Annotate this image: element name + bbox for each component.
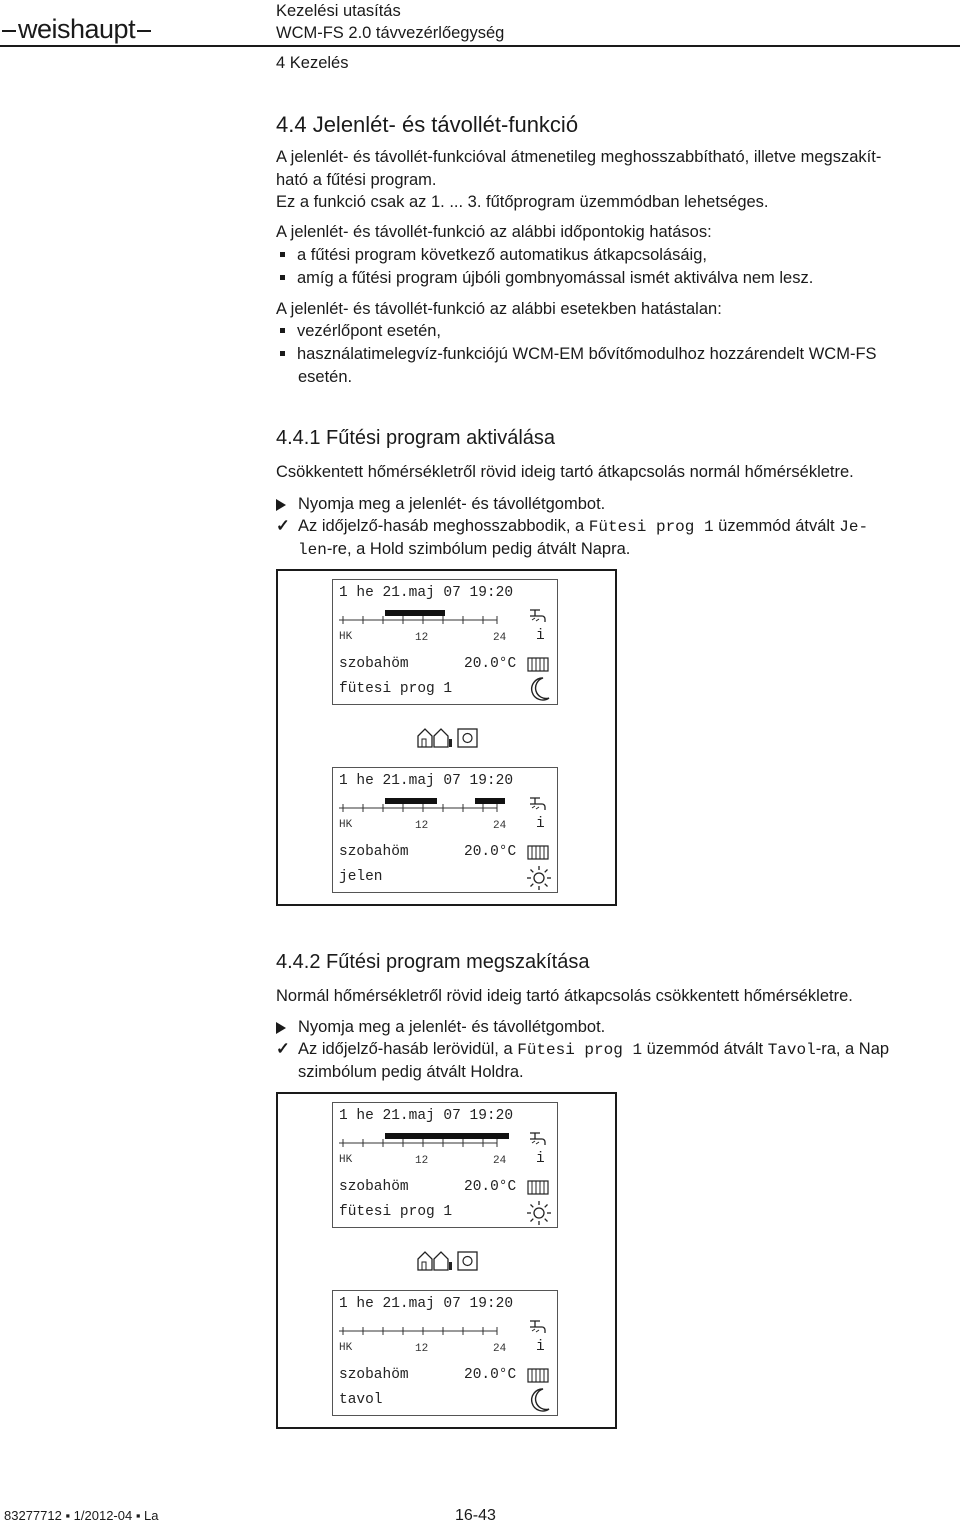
step-arrow-icon [276, 499, 286, 511]
lcd-hk-label: HK [339, 819, 353, 831]
subsection-title-interrupt: 4.4.2 Fűtési program megszakítása [276, 951, 590, 973]
lcd-temperature: 20.0°C [464, 1367, 517, 1383]
doc-title: Kezelési utasítás [276, 2, 401, 20]
presence-absence-button-icons [416, 1249, 482, 1273]
lcd-room-label: szobahöm [339, 656, 409, 672]
hot-water-tap-icon [527, 1318, 549, 1336]
radiator-icon [527, 1366, 549, 1384]
lcd-status-line: 1 he 21.maj 07 19:20 [339, 773, 514, 789]
lcd-tick-24: 24 [493, 1343, 507, 1355]
ineffective-intro: A jelenlét- és távollét-funkció az alábbi esetekben hatástalan: [276, 300, 722, 318]
presence-absence-button-icons [416, 726, 482, 750]
list-item: amíg a fűtési program újbóli gombnyomással ismét aktiválva nem lesz. [276, 267, 813, 290]
hot-water-tap-icon [527, 1130, 549, 1148]
section-title: 4.4 Jelenlét- és távollét-funkció [276, 112, 579, 137]
lcd-tick-12: 12 [415, 820, 429, 832]
bullet-icon [280, 252, 285, 257]
result-interrupt-cont: szimbólum pedig átvált Holdra. [298, 1063, 524, 1081]
lcd-tick-12: 12 [415, 632, 429, 644]
lcd-time-bar [337, 1317, 557, 1339]
intro-line-1: A jelenlét- és távollét-funkcióval átmenetileg meghosszabbítható, illetve megszakít- [276, 148, 882, 166]
subsection-title-activate: 4.4.1 Fűtési program aktiválása [276, 427, 556, 449]
lcd-mode: jelen [339, 869, 383, 885]
lcd-tick-12: 12 [415, 1155, 429, 1167]
lcd-time-bar [337, 606, 557, 628]
moon-icon [527, 676, 551, 702]
chapter-title: 4 Kezelés [276, 54, 349, 72]
effective-intro: A jelenlét- és távollét-funkció az alábbi időpontokig hatásos: [276, 223, 712, 241]
list-item: a fűtési program következő automatikus átkapcsolásáig, [276, 244, 707, 267]
radiator-icon [527, 843, 549, 861]
info-icon: i [536, 1151, 545, 1167]
sun-icon [526, 1200, 552, 1226]
subsection-desc-interrupt: Normál hőmérsékletről rövid ideig tartó átkapcsolás csökkentett hőmérsékletre. [276, 987, 853, 1005]
checkmark-icon: ✓ [276, 517, 290, 535]
lcd-room-label: szobahöm [339, 844, 409, 860]
page-number: 16-43 [455, 1507, 496, 1524]
lcd-hk-label: HK [339, 631, 353, 643]
result-interrupt: ✓ Az időjelző-hasáb lerövidül, a Fütesi prog 1 üzemmód átvált Tavol-ra, a Nap [276, 1040, 890, 1059]
lcd-time-bar [337, 1129, 557, 1151]
lcd-display [332, 1102, 558, 1228]
lcd-status-line: 1 he 21.maj 07 19:20 [339, 1108, 514, 1124]
subsection-desc-activate: Csökkentett hőmérsékletről rövid ideig tartó átkapcsolás normál hőmérsékletre. [276, 463, 854, 481]
doc-subtitle: WCM-FS 2.0 távvezérlőegység [276, 24, 505, 42]
absence-house-icon [434, 729, 452, 747]
lcd-status-line: 1 he 21.maj 07 19:20 [339, 1296, 514, 1312]
moon-icon [527, 1387, 551, 1413]
lcd-tick-24: 24 [493, 1155, 507, 1167]
lcd-display [332, 767, 558, 893]
presence-house-icon [418, 1252, 432, 1270]
presence-house-icon [418, 729, 432, 747]
lcd-room-label: szobahöm [339, 1179, 409, 1195]
info-icon: i [536, 628, 545, 644]
lcd-room-label: szobahöm [339, 1367, 409, 1383]
radiator-icon [527, 655, 549, 673]
info-icon: i [536, 1339, 545, 1355]
lcd-tick-24: 24 [493, 632, 507, 644]
step-activate: Nyomja meg a jelenlét- és távollétgombot. [276, 493, 605, 516]
list-item: vezérlőpont esetén, [276, 320, 441, 343]
step-arrow-icon [276, 1022, 286, 1034]
bullet-icon [280, 275, 285, 280]
checkmark-icon: ✓ [276, 1040, 290, 1058]
lcd-status-line: 1 he 21.maj 07 19:20 [339, 585, 514, 601]
bullet-icon [280, 328, 285, 333]
step-interrupt: Nyomja meg a jelenlét- és távollétgombot. [276, 1016, 605, 1039]
list-item: használatimelegvíz-funkciójú WCM-EM bővítőmodulhoz hozzárendelt WCM-FS [276, 343, 877, 366]
hot-water-tap-icon [527, 795, 549, 813]
lcd-mode: fütesi prog 1 [339, 681, 453, 697]
lcd-hk-label: HK [339, 1342, 353, 1354]
absence-house-icon [434, 1252, 452, 1270]
lcd-tick-12: 12 [415, 1343, 429, 1355]
lcd-display [332, 579, 558, 705]
list-item-continuation: esetén. [298, 368, 353, 386]
lcd-temperature: 20.0°C [464, 844, 517, 860]
lcd-tick-24: 24 [493, 820, 507, 832]
lcd-temperature: 20.0°C [464, 1179, 517, 1195]
lcd-display [332, 1290, 558, 1416]
lcd-temperature: 20.0°C [464, 656, 517, 672]
intro-line-3: Ez a funkció csak az 1. ... 3. fűtőprogram üzemmódban lehetséges. [276, 193, 769, 211]
lcd-mode: fütesi prog 1 [339, 1204, 453, 1220]
lcd-mode: tavol [339, 1392, 383, 1408]
header-rule [0, 45, 960, 47]
info-icon: i [536, 816, 545, 832]
result-activate: ✓ Az időjelző-hasáb meghosszabbodik, a Fütesi prog 1 üzemmód átvált Je- [276, 517, 869, 536]
bullet-icon [280, 351, 285, 356]
doc-number: 83277712 ▪ 1/2012-04 ▪ La [4, 1508, 159, 1523]
lcd-time-bar [337, 794, 557, 816]
lcd-hk-label: HK [339, 1154, 353, 1166]
intro-line-2: ható a fűtési program. [276, 171, 437, 189]
sun-icon [526, 865, 552, 891]
hot-water-tap-icon [527, 607, 549, 625]
radiator-icon [527, 1178, 549, 1196]
result-activate-cont: len-re, a Hold szimbólum pedig átvált Napra. [298, 540, 631, 559]
weishaupt-logo: weishaupt [0, 14, 153, 45]
